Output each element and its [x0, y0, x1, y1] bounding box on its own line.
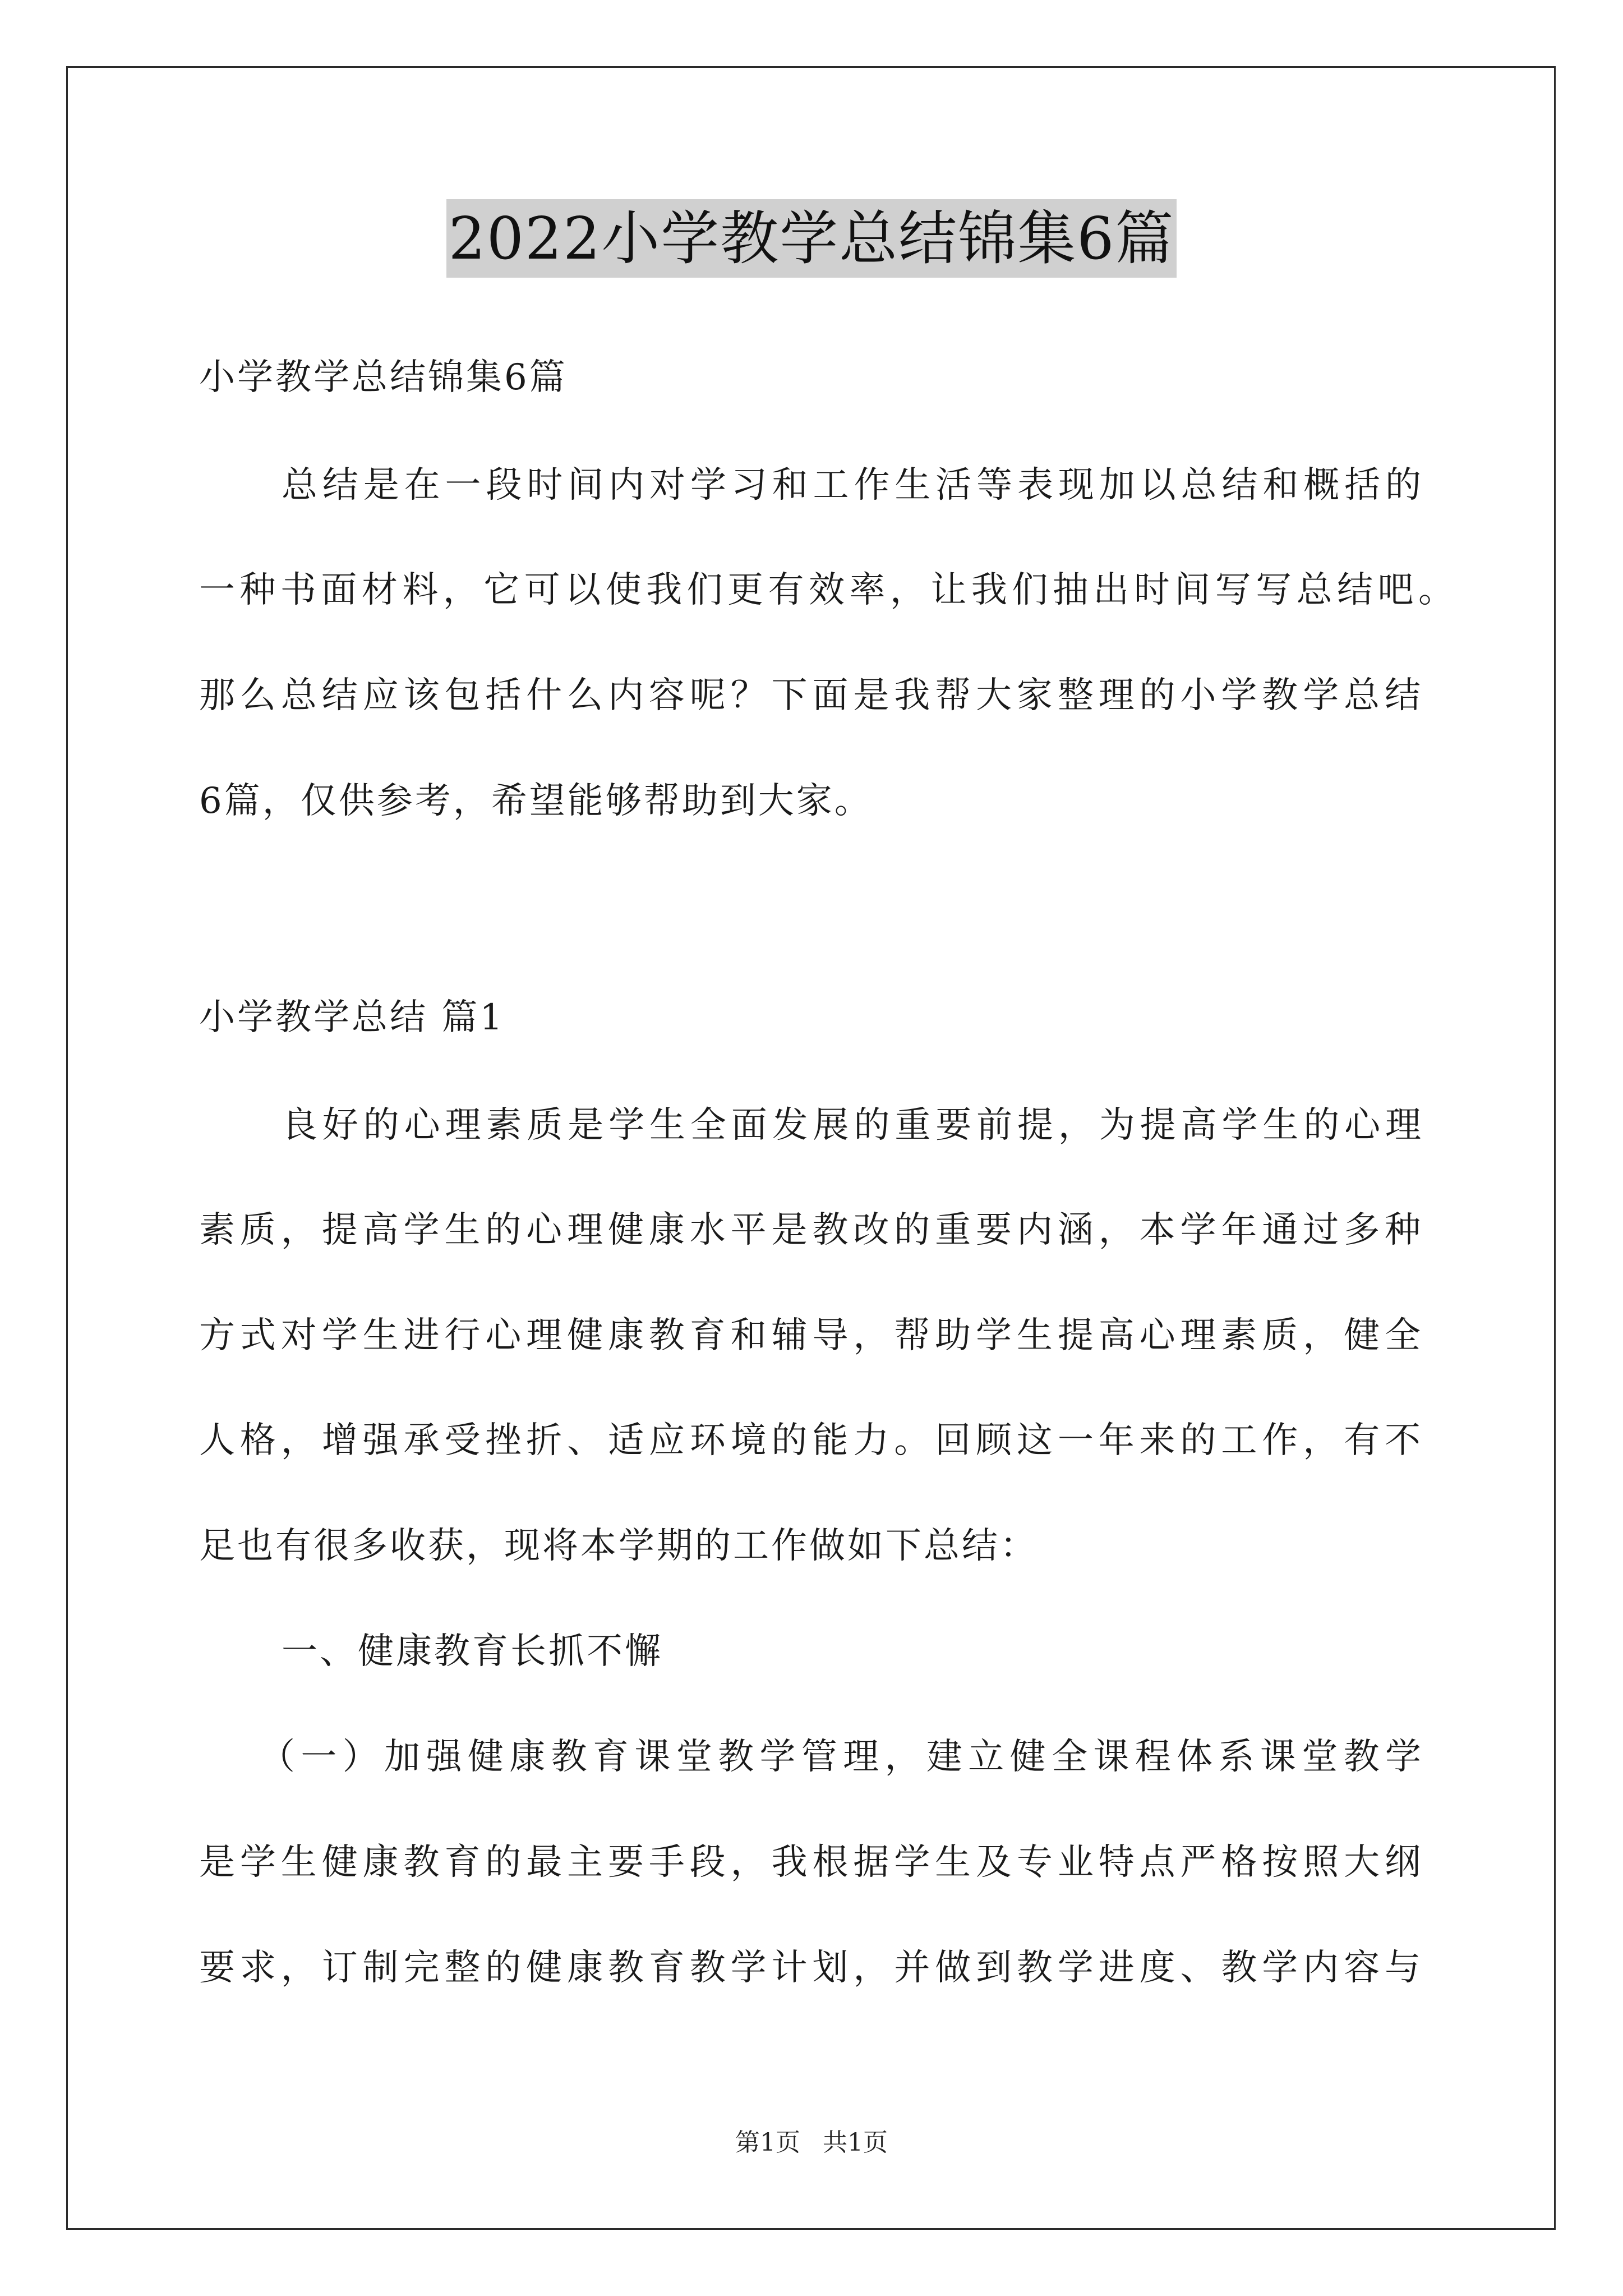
document-subtitle: 小学教学总结锦集6篇: [199, 357, 568, 398]
body-line-2: 素质，提高学生的心理健康水平是教改的重要内涵，本学年通过多种: [199, 1209, 1422, 1251]
intro-line-3: 那么总结应该包括什么内容呢？下面是我帮大家整理的小学教学总结: [199, 675, 1422, 716]
body-line-7: （一）加强健康教育课堂教学管理，建立健全课程体系课堂教学: [259, 1736, 1422, 1778]
intro-line-4: 6篇，仅供参考，希望能够帮助到大家。: [199, 780, 873, 822]
page-number-total: 共1页: [823, 2128, 888, 2157]
body-line-3: 方式对学生进行心理健康教育和辅导，帮助学生提高心理素质，健全: [199, 1315, 1422, 1356]
intro-line-2: 一种书面材料，它可以使我们更有效率，让我们抽出时间写写总结吧。: [199, 569, 1455, 611]
title-container: [0, 199, 1623, 278]
section-heading: 小学教学总结 篇1: [199, 997, 505, 1038]
body-line-4: 人格，增强承受挫折、适应环境的能力。回顾这一年来的工作，有不: [199, 1420, 1422, 1461]
body-line-6: 一、健康教育长抓不懈: [282, 1631, 663, 1672]
body-line-1: 良好的心理素质是学生全面发展的重要前提，为提高学生的心理: [282, 1105, 1422, 1146]
page-number-current: 第1页: [735, 2128, 800, 2157]
page-footer: [0, 2126, 1623, 2160]
body-line-5: 足也有很多收获，现将本学期的工作做如下总结：: [199, 1525, 1038, 1567]
body-line-8: 是学生健康教育的最主要手段，我根据学生及专业特点严格按照大纲: [199, 1842, 1422, 1883]
document-title: 2022小学教学总结锦集6篇: [446, 199, 1177, 278]
body-line-9: 要求，订制完整的健康教育教学计划，并做到教学进度、教学内容与: [199, 1947, 1422, 1989]
intro-line-1: 总结是在一段时间内对学习和工作生活等表现加以总结和概括的: [282, 464, 1422, 506]
